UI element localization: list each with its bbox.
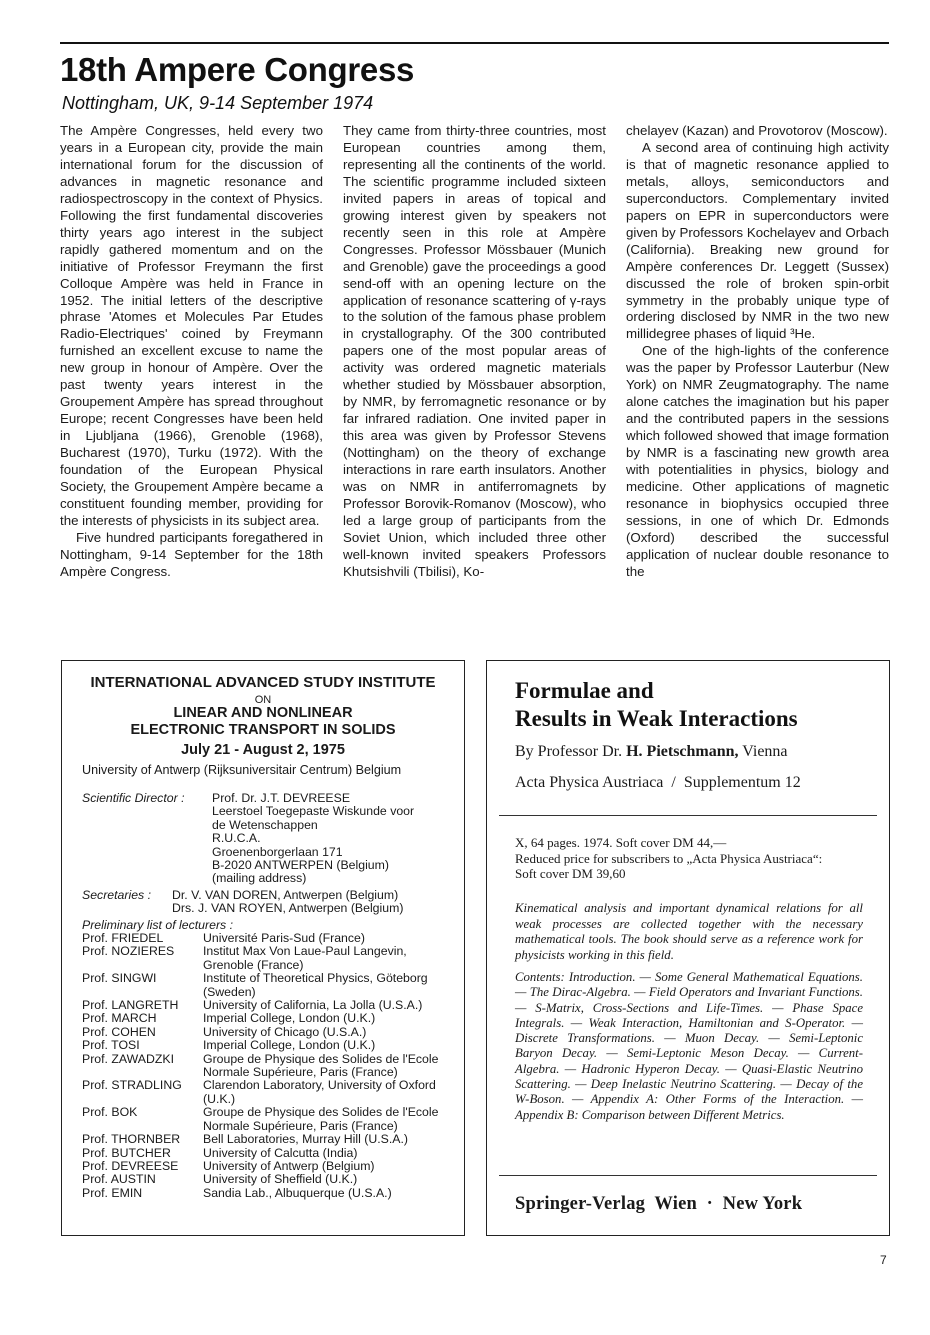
lecturer-affiliation: Imperial College, London (U.K.) [203, 1011, 376, 1026]
address-line: Prof. Dr. J.T. DEVREESE [212, 791, 351, 805]
address-line: (mailing address) [212, 871, 307, 886]
table-row [82, 1147, 453, 1160]
book-publisher: Springer-Verlag Wien · New York [515, 1194, 803, 1214]
top-rule [60, 42, 889, 44]
article-column-3 [626, 123, 889, 581]
director-label: Scientific Director : [82, 791, 185, 805]
lecturers-label: Preliminary list of lecturers : [82, 918, 234, 932]
book-series: Acta Physica Austriaca / Supplementum 12 [515, 774, 801, 791]
address-line: R.U.C.A. [212, 831, 261, 846]
lecturer-affiliation: University of Calcutta (India) [203, 1145, 358, 1160]
address-line: de Wetenschappen [212, 817, 318, 832]
secretary: Drs. J. VAN ROYEN, Antwerpen (Belgium) [172, 901, 404, 916]
paragraph: chelayev (Kazan) and Provotorov (Moscow). [626, 123, 888, 138]
table-row [82, 1173, 453, 1186]
lecturer-name: Prof. MARCH [82, 1011, 157, 1026]
institute-topic-line2: ELECTRONIC TRANSPORT IN SOLIDS [130, 722, 396, 738]
table-row [82, 932, 453, 945]
table-row [82, 1079, 453, 1106]
lecturer-affiliation: Imperial College, London (U.K.) [203, 1038, 376, 1053]
lecturer-affiliation: University of Chicago (U.S.A.) [203, 1024, 367, 1039]
lecturer-affiliation: Institut Max Von Laue-Paul Langevin, Grenoble (France) [203, 944, 407, 972]
book-title-line: Results in Weak Interactions [515, 706, 798, 731]
article-subtitle: Nottingham, UK, 9-14 September 1974 [62, 93, 374, 113]
lecturer-affiliation: Bell Laboratories, Murray Hill (U.S.A.) [203, 1132, 409, 1147]
address-line: B-2020 ANTWERPEN (Belgium) [212, 858, 389, 873]
address-line: Groenenborgerlaan 171 [212, 844, 343, 859]
lecturer-affiliation: Clarendon Laboratory, University of Oxford (U.K.) [203, 1078, 436, 1106]
lecturer-affiliation: Sandia Lab., Albuquerque (U.S.A.) [203, 1185, 392, 1200]
article-title: 18th Ampere Congress [60, 51, 415, 88]
paragraph: A second area of continuing high activity is that of magnetic resonance applied to metals, alloys, semiconductors and superconductors. Complementary invited papers on EPR in superconductors were given by Professors Kochelayev and Orbach (California). Breaking new ground for Ampère conferences Dr. Leggett (Sussex) discussed the role of broken spin-orbit symmetry in the probably unique type of ordering disclosed by NMR in the two new millidegree phases of liquid ³He. [626, 139, 889, 342]
table-row [82, 1053, 453, 1080]
table-row [82, 999, 453, 1012]
lecturer-name: Prof. BUTCHER [82, 1145, 171, 1160]
table-row [82, 972, 453, 999]
book-description: Kinematical analysis and important dynamical relations for all weak processes are collected together with the necessary mathematical tools. The book should serve as a reference work for physicists working in this field. [515, 901, 863, 962]
institute-topic-line1: LINEAR AND NONLINEAR [173, 705, 353, 721]
author-city: Vienna [742, 743, 788, 760]
price-line: Reduced price for subscribers to „Acta Physica Austriaca“: [515, 850, 823, 866]
lecturer-name: Prof. EMIN [82, 1185, 143, 1200]
director-address [212, 792, 414, 886]
lecturer-name: Prof. STRADLING [82, 1078, 182, 1093]
institute-heading: INTERNATIONAL ADVANCED STUDY INSTITUTE [90, 674, 436, 691]
lecturer-name: Prof. AUSTIN [82, 1172, 156, 1187]
divider [499, 815, 877, 816]
book-advertisement [486, 660, 890, 1236]
secretaries-list [172, 889, 403, 916]
lecturer-affiliation: University of Sheffield (U.K.) [203, 1172, 358, 1187]
lecturer-affiliation: University of Antwerp (Belgium) [203, 1158, 375, 1173]
author-name: H. Pietschmann, [626, 743, 739, 760]
paragraph: They came from thirty-three countries, most European countries among them, representing all the continents of the world. The scientific programme included sixteen invited papers in areas of topical and growing interest given by speakers not recently seen in this role at Ampère Congresses. Professor Mössbauer (Munich and Grenoble) gave the proceedings a good send-off with an opening lecture on the application of resonance scattering of γ-rays to the solution of the famous phase problem in crystallography. Of the 300 contributed papers one of the most popular areas of activity was ordered magnetic materials whether studied by Mössbauer absorption, by NMR, by ferromagnetic resonance or by far infrared radiation. One invited paper in this area was given by Professor Stevens (Nottingham) on the theory of exchange interactions in rare earth insulators. Another was on NMR in antiferromagnets by Professor Borovik-Romanov (Moscow), who led a large group of participants from the Soviet Union, which included three other well-known invited speakers Professors Khutsishvili (Tbilisi), Ko- [343, 123, 606, 579]
lecturer-name: Prof. FRIEDEL [82, 931, 164, 945]
lecturer-name: Prof. COHEN [82, 1024, 156, 1039]
table-row [82, 1012, 453, 1025]
table-row [82, 1026, 453, 1039]
lecturer-name: Prof. DEVREESE [82, 1158, 179, 1173]
lecturer-name: Prof. ZAWADZKI [82, 1051, 175, 1066]
table-row [82, 1160, 453, 1173]
institute-on: ON [254, 694, 272, 706]
table-row [82, 1187, 453, 1200]
lecturer-affiliation: Université Paris-Sud (France) [203, 931, 365, 945]
table-row [82, 1133, 453, 1146]
lecturer-affiliation: Groupe de Physique des Solides de l'Ecole Normale Supérieure, Paris (France) [203, 1051, 439, 1080]
lecturers-table [82, 932, 453, 1200]
author-prefix: By Professor Dr. [515, 743, 623, 760]
lecturer-affiliation: Institute of Theoretical Physics, Göteborg (Sweden) [203, 971, 428, 999]
lecturer-name: Prof. TOSI [82, 1038, 140, 1053]
book-title [515, 677, 798, 733]
table-row [82, 1039, 453, 1052]
paragraph: Five hundred participants foregathered in Nottingham, 9-14 September for the 18th Ampère Congress. [60, 529, 323, 579]
lecturer-name: Prof. LANGRETH [82, 998, 179, 1013]
price-line: X, 64 pages. 1974. Soft cover DM 44,— [515, 835, 727, 850]
article-column-1 [60, 123, 323, 581]
page-number: 7 [880, 1253, 887, 1267]
secretaries-label: Secretaries : [82, 888, 152, 902]
lecturer-name: Prof. THORNBER [82, 1132, 181, 1147]
table-row [82, 945, 453, 972]
lecturer-name: Prof. NOZIERES [82, 944, 175, 959]
book-title-line: Formulae and [515, 678, 654, 703]
lecturer-affiliation: University of California, La Jolla (U.S.A.) [203, 998, 423, 1013]
institute-announcement [61, 660, 465, 1236]
paragraph: The Ampère Congresses, held every two years in a European city, provide the main international forum for the discussion of advances in magnetic resonance and radiospectroscopy in the context of Physics. Following the first fundamental discoveries thirty years ago interest in the subject rapidly gathered momentum and on the initiative of Professor Freymann the first Colloque Ampère was held in France in 1952. The initial letters of the descriptive phrase 'Atomes et Molecules Par Etudes Radio-Electriques' coined by Freymann furnished an excellent excuse to name the new group in honour of Ampère. Over the past twenty years interest in the Groupement Ampère has spread throughout Europe; recent Congresses have been held in Ljubljana (1966), Grenoble (1968), Bucharest (1970), Turku (1972). With the foundation of the European Physical Society, the Groupement Ampère became a constituent founding member, providing for the interests of physicists in its subject area. [60, 123, 323, 528]
secretary: Dr. V. VAN DOREN, Antwerpen (Belgium) [172, 888, 399, 902]
institute-university: University of Antwerp (Rijksuniversitair Centrum) Belgium [82, 763, 402, 777]
price-line: Soft cover DM 39,60 [515, 866, 626, 881]
lecturer-name: Prof. SINGWI [82, 971, 157, 986]
book-author [515, 743, 788, 761]
paragraph: One of the high-lights of the conference was the paper by Professor Lauterbur (New York) on NMR Zeugmatography. The name alone catches the imagination but his paper and the contributed papers in the sessions which followed showed that image formation by NMR is a fascinating new growth area with potentialities in physics, biology and medicine. Other applications of magnetic resonance in biophysics occupied three sessions, in one of which Dr. Edmonds (Oxford) described the successful application of nuclear double resonance to the [626, 343, 889, 579]
lecturer-name: Prof. BOK [82, 1105, 138, 1120]
lecturer-affiliation: Groupe de Physique des Solides de l'Ecole Normale Supérieure, Paris (France) [203, 1105, 439, 1133]
divider [499, 1175, 877, 1176]
article-column-2 [343, 123, 606, 581]
book-price [515, 835, 865, 882]
institute-dates: July 21 - August 2, 1975 [181, 742, 345, 758]
book-contents: Contents: Introduction. — Some General Mathematical Equations. — The Dirac-Algebra. — Field Operators and Invariant Functions. — S-Matrix, Cross-Sections and Life-Times. — Phase Space Integrals. — Weak Interaction, Hamiltonian and S-Operator. — Discrete Transformations. — Muon Decay. — Semi-Leptonic Baryon Decay. — Semi-Leptonic Meson Decay. — Current-Algebra. — Hadronic Hyperon Decay. — Quasi-Elastic Neutrino Scattering. — Deep Inelastic Neutrino Scattering. — Decay of the W-Boson. — Appendix A: Other Forms of the Interaction. — Appendix B: Comparison between Different Metrics. [515, 970, 863, 1122]
address-line: Leerstoel Toegepaste Wiskunde voor [212, 804, 415, 819]
table-row [82, 1106, 453, 1133]
